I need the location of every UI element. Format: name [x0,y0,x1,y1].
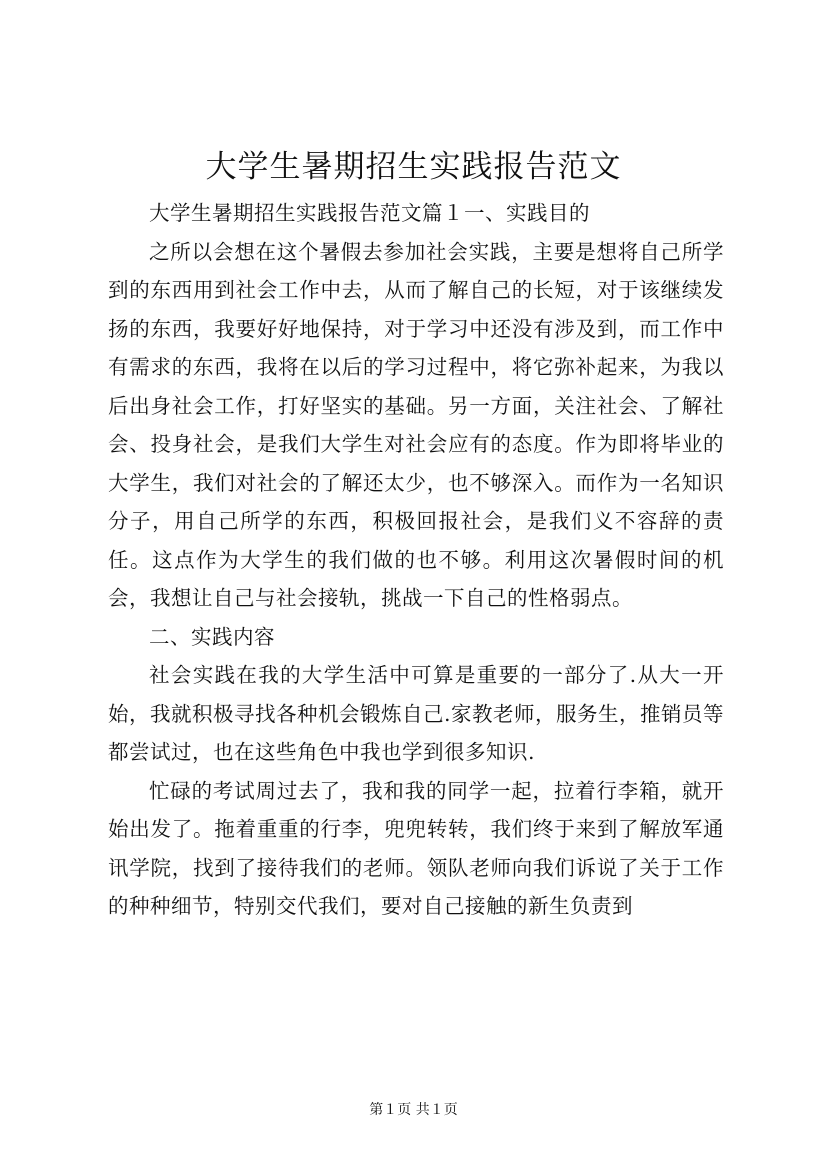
paragraph-content-1: 社会实践在我的大学生活中可算是重要的一部分了.从大一开始，我就积极寻找各种机会锻炼自己.家教老师，服务生，推销员等都尝试过，也在这些角色中我也学到很多知识. [108,663,725,764]
paragraph-purpose: 之所以会想在这个暑假去参加社会实践，主要是想将自己所学到的东西用到社会工作中去，从而了解自己的长短，对于该继续发扬的东西，我要好好地保持，对于学习中还没有涉及到，而工作中有需求的东西，我将在以后的学习过程中，将它弥补起来，为我以后出身社会工作，打好坚实的基础。另一方面，关注社会、了解社会、投身社会，是我们大学生对社会应有的态度。作为即将毕业的大学生，我们对社会的了解还太少，也不够深入。而作为一名知识分子，用自己所学的东西，积极回报社会，是我们义不容辞的责任。这点作为大学生的我们做的也不够。利用这次暑假时间的机会，我想让自己与社会接轨，挑战一下自己的性格弱点。 [108,239,724,610]
document-body [108,194,724,926]
section-heading-2: 二、实践内容 [149,624,275,649]
section-heading-1: 大学生暑期招生实践报告范文篇１一、实践目的 [149,201,590,225]
paragraph-content-2: 忙碌的考试周过去了，我和我的同学一起，拉着行李箱，就开始出发了。拖着重重的行李，兜兜转转，我们终于来到了解放军通讯学院，找到了接待我们的老师。领队老师向我们诉说了关于工作的种种细节，特别交代我们，要对自己接触的新生负责到 [108,778,724,918]
page-number-footer: 第１页 共１页 [369,1102,458,1118]
document-title: 大学生暑期招生实践报告范文 [205,149,622,185]
